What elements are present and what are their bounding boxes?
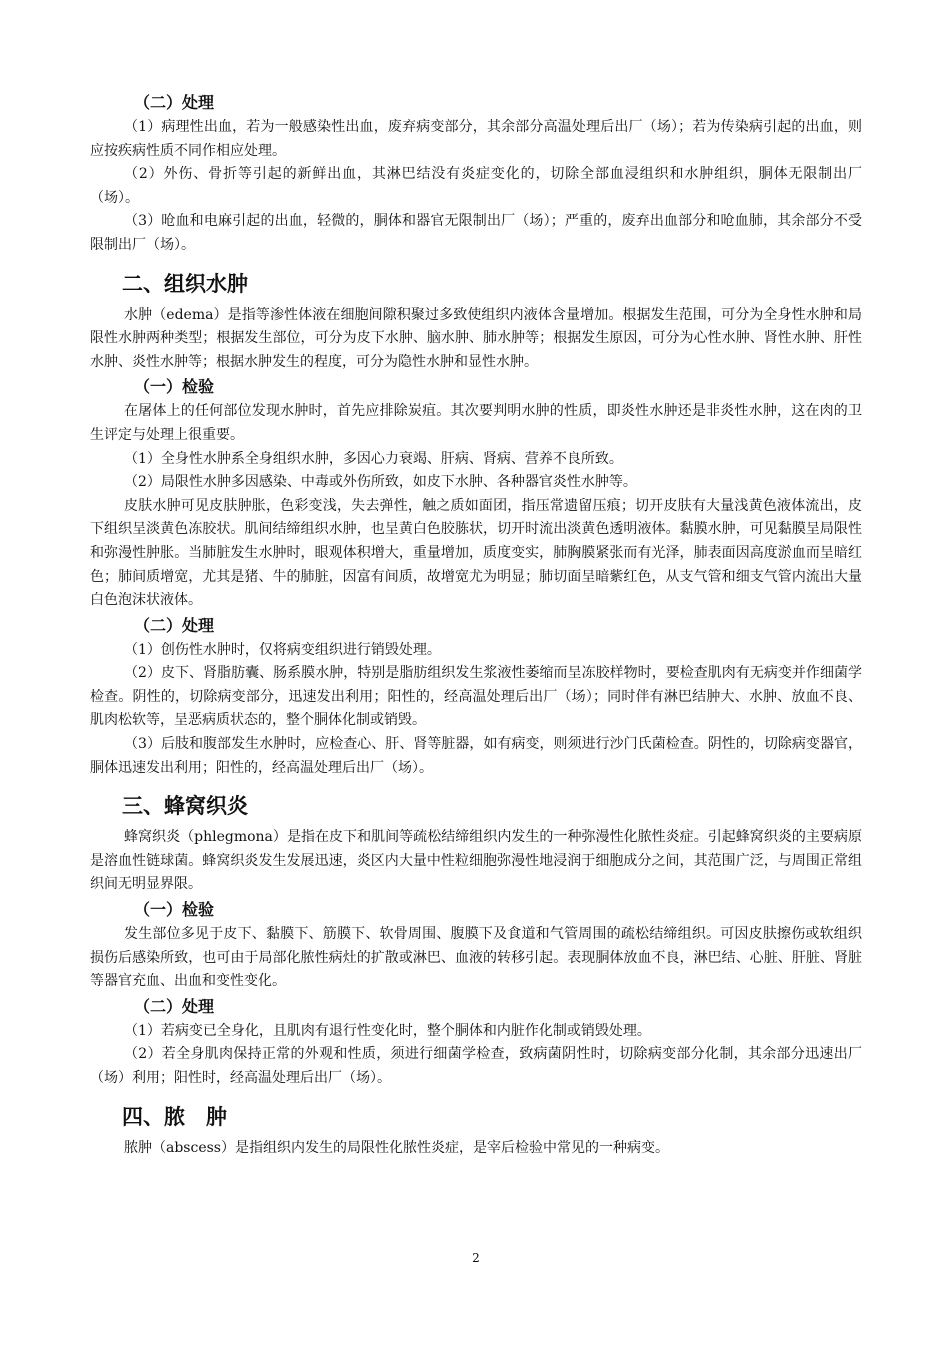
subheading-inspection: （一）检验 (134, 377, 215, 397)
paragraph: （1）病理性出血，若为一般感染性出血，废弃病变部分，其余部分高温处理后出厂（场）；若为传染病引起的出血，则应按疾病性质不同作相应处理。 (90, 119, 862, 159)
paragraph: （1）全身性水肿系全身组织水肿，多因心力衰竭、肝病、肾病、营养不良所致。 (124, 450, 623, 467)
paragraph: （1）创伤性水肿时，仅将病变组织进行销毁处理。 (124, 641, 441, 658)
paragraph: 发生部位多见于皮下、黏膜下、筋膜下、软骨周围、腹膜下及食道和气管周围的疏松结缔组织。可因皮肤擦伤或软组织损伤后感染所致，也可由于局部化脓性病灶的扩散或淋巴、血液的转移引起。表现胴体放血不良，淋巴结、心脏、肝脏、肾脏等器官充血、出血和变性变化。 (90, 926, 862, 990)
subheading-treatment: （二）处理 (134, 615, 215, 635)
page-body (90, 90, 862, 1160)
paragraph: （2）若全身肌肉保持正常的外观和性质，须进行细菌学检查，致病菌阴性时，切除病变部分化制，其余部分迅速出厂（场）利用；阳性时，经高温处理后出厂（场）。 (90, 1046, 862, 1086)
subheading-treatment: （二）处理 (134, 996, 215, 1016)
paragraph: （2）局限性水肿多因感染、中毒或外伤所致，如皮下水肿、各种器官炎性水肿等。 (124, 474, 637, 491)
paragraph: 水肿（edema）是指等渗性体液在细胞间隙积聚过多致使组织内液体含量增加。根据发生范围，可分为全身性水肿和局限性水肿两种类型；根据发生部位，可分为皮下水肿、脑水肿、肺水肿等；根据发生原因，可分为心性水肿、肾性水肿、肝性水肿、炎性水肿等；根据水肿发生的程度，可分为隐性水肿和显性水肿。 (90, 306, 862, 370)
paragraph: 皮肤水肿可见皮肤肿胀，色彩变浅，失去弹性，触之质如面团，指压常遗留压痕；切开皮肤有大量浅黄色液体流出，皮下组织呈淡黄色冻胶状。肌间结缔组织水肿，也呈黄白色胶胨状，切开时流出淡黄色透明液体。黏膜水肿，可见黏膜呈局限性和弥漫性肿胀。当肺脏发生水肿时，眼观体积增大，重量增加，质度变实，肺胸膜紧张而有光泽，肺表面因高度淤血而呈暗红色；肺间质增宽，尤其是猪、牛的肺脏，因富有间质，故增宽尤为明显；肺切面呈暗紫红色，从支气管和细支气管内流出大量白色泡沫状液体。 (90, 497, 862, 609)
paragraph: （2）皮下、肾脂肪囊、肠系膜水肿，特别是脂肪组织发生浆液性萎缩而呈冻胶样物时，要检查肌肉有无病变并作细菌学检查。阴性的，切除病变部分，迅速发出利用；阳性的，经高温处理后出厂（场）；同时伴有淋巴结肿大、水肿、放血不良、肌肉松软等，呈恶病质状态的，整个胴体化制或销毁。 (90, 665, 862, 729)
subheading-treatment: （二）处理 (134, 93, 215, 112)
section-heading-edema: 二、组织水肿 (122, 271, 248, 296)
subheading-inspection: （一）检验 (134, 900, 215, 920)
section-heading-phlegmon: 三、蜂窝织炎 (122, 794, 248, 819)
paragraph: （3）后肢和腹部发生水肿时，应检查心、肝、肾等脏器，如有病变，则须进行沙门氏菌检查。阴性的，切除病变器官，胴体迅速发出利用；阳性的，经高温处理后出厂（场）。 (90, 736, 862, 776)
section-heading-abscess: 四、脓 肿 (122, 1104, 227, 1129)
page-number: 2 (472, 1251, 480, 1265)
paragraph: 脓肿（abscess）是指组织内发生的局限性化脓性炎症，是宰后检验中常见的一种病变。 (124, 1139, 669, 1156)
paragraph: （1）若病变已全身化，且肌肉有退行性变化时，整个胴体和内脏作化制或销毁处理。 (124, 1022, 651, 1039)
paragraph: （2）外伤、骨折等引起的新鲜出血，其淋巴结没有炎症变化的，切除全部血浸组织和水肿组织，胴体无限制出厂（场）。 (90, 166, 862, 206)
paragraph: 在屠体上的任何部位发现水肿时，首先应排除炭疽。其次要判明水肿的性质，即炎性水肿还是非炎性水肿，这在肉的卫生评定与处理上很重要。 (90, 403, 862, 443)
paragraph: 蜂窝织炎（phlegmona）是指在皮下和肌间等疏松结缔组织内发生的一种弥漫性化脓性炎症。引起蜂窝织炎的主要病原是溶血性链球菌。蜂窝织炎发生发展迅速，炎区内大量中性粒细胞弥漫性地浸润于细胞成分之间，其范围广泛，与周围正常组织间无明显界限。 (90, 829, 862, 893)
paragraph: （3）呛血和电麻引起的出血，轻微的，胴体和器官无限制出厂（场）；严重的，废弃出血部分和呛血肺，其余部分不受限制出厂（场）。 (90, 213, 862, 253)
